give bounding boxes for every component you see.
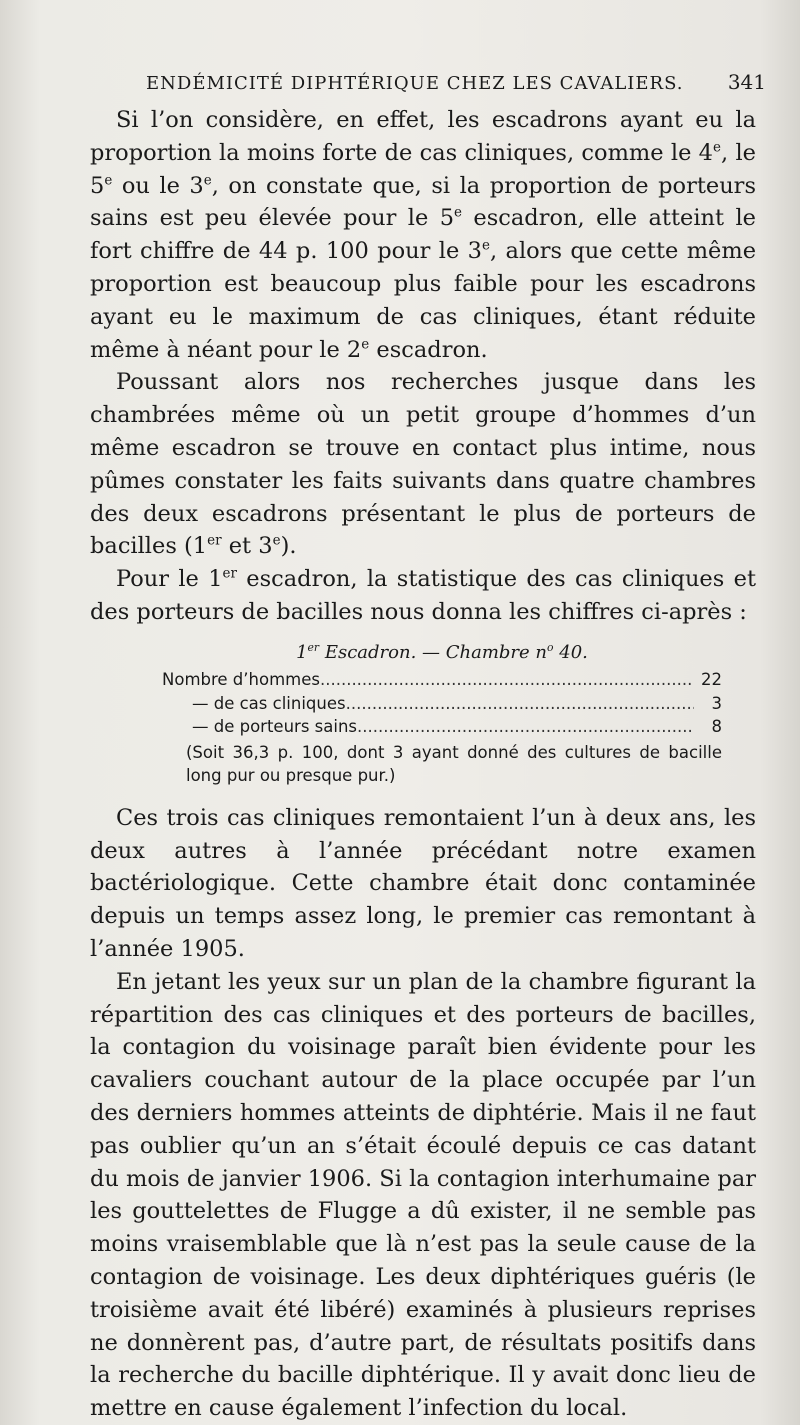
row-value: 8 bbox=[711, 717, 722, 737]
paragraph-2: Poussant alors nos recherches jusque dans les chambrées même où un petit groupe d’hommes d’un même escadron se trouve en contact plus intime, nous pûmes constater les faits suivants dans quatre chambres des deux escadrons présentant le plus de porteurs de bacilles (1er et 3e). bbox=[90, 369, 756, 560]
table-row bbox=[162, 692, 722, 716]
table-row bbox=[162, 668, 722, 692]
row-label: Nombre d’hommes bbox=[162, 670, 320, 690]
paragraph-4: Ces trois cas cliniques remontaient l’un à deux ans, les deux autres à l’année précédant notre examen bactériologique. Cette chambre était donc contaminée depuis un temps assez long, le premier cas remontant à l’année 1905. bbox=[90, 804, 756, 962]
running-title: ENDÉMICITÉ DIPHTÉRIQUE CHEZ LES CAVALIERS. bbox=[146, 73, 684, 94]
table-note: (Soit 36,3 p. 100, dont 3 ayant donné des cultures de bacille long pur ou presque pur.) bbox=[186, 742, 722, 786]
row-label: — de porteurs sains bbox=[192, 717, 358, 737]
page-header bbox=[146, 70, 766, 94]
table-row bbox=[162, 715, 722, 739]
table-caption: 1er Escadron. — Chambre $n^o$ 40. bbox=[296, 640, 588, 663]
row-label: — de cas cliniques bbox=[192, 693, 346, 713]
leader-dots bbox=[346, 692, 694, 716]
paragraph-1: Si l’on considère, en effet, les escadrons ayant eu la proportion la moins forte de cas cliniques, comme le 4e, le 5e ou le 3e, on constate que, si la proportion de porteurs sains est peu élevée pour le 5e escadron, elle atteint le fort chiffre de 44 p. 100 pour le 3e, alors que cette même proportion est beaucoup plus faible pour les escadrons ayant eu le maximum de cas cliniques, étant réduite même à néant pour le 2e escadron. bbox=[90, 107, 757, 363]
statistics-table bbox=[162, 641, 722, 788]
row-value: 22 bbox=[701, 670, 722, 690]
page-number: 341 bbox=[727, 70, 766, 94]
leader-dots bbox=[320, 668, 694, 692]
paragraph-3: Pour le 1er escadron, la statistique des cas cliniques et des porteurs de bacilles nous donna les chiffres ci-après : bbox=[90, 565, 756, 625]
paragraph-5: En jetant les yeux sur un plan de la chambre figurant la répartition des cas cliniques et des porteurs de bacilles, la contagion du voisinage paraît bien évidente pour les cavaliers couchant autour de la place occupée par l’un des derniers hommes atteints de diphtérie. Mais il ne faut pas oublier qu’un an s’était écoulé depuis ce cas datant du mois de janvier 1906. Si la contagion interhumaine par les gouttelettes de Flugge a dû exister, il ne semble pas moins vraisemblable que là n’est pas la seule cause de la contagion de voisinage. Les deux diphtériques guéris (le troisième avait été libéré) examinés à plusieurs reprises ne donnèrent pas, d’autre part, de résultats positifs dans la recherche du bacille diphtérique. Il y avait donc lieu de mettre en cause également l’infection du local. bbox=[90, 968, 756, 1422]
row-value: 3 bbox=[711, 693, 722, 713]
page-body bbox=[90, 104, 756, 1425]
leader-dots bbox=[357, 715, 694, 739]
